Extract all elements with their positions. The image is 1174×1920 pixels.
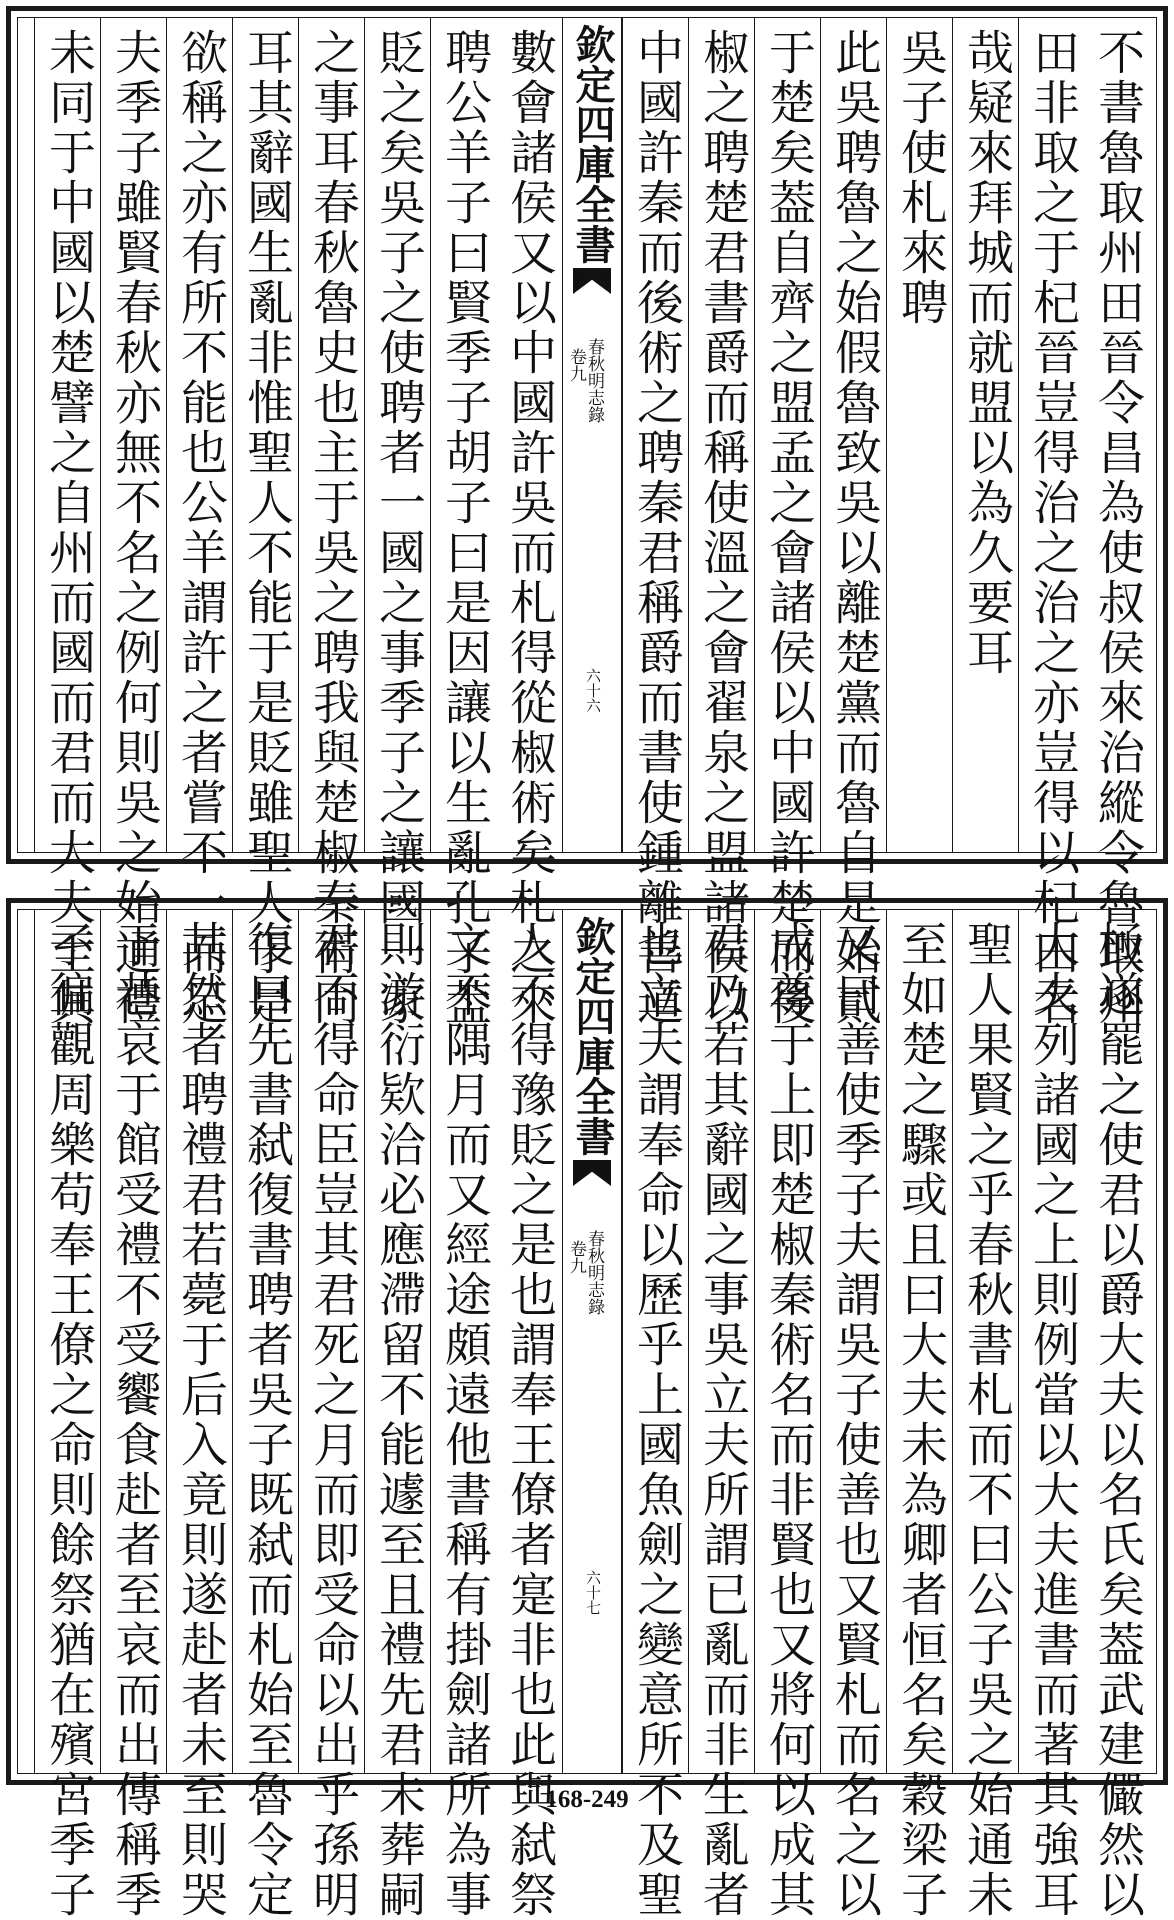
- text-column: 于楚矣葢自齊之盟孟之會諸侯以中國許楚而後: [754, 18, 820, 852]
- fish-tail-mark: [573, 1160, 611, 1186]
- running-title: 欽定四庫全書: [569, 24, 616, 264]
- text-column: 之事耳春秋魯史也主于吳之聘我與楚椒秦術同: [298, 18, 364, 852]
- juan-number: 卷九: [566, 348, 586, 382]
- text-column: 聖人果賢之乎春秋書札而不曰公子吳之始通未: [952, 910, 1018, 1773]
- text-column: 貶之矣吳子之使聘者一國之事季子之讓國一家: [364, 18, 430, 852]
- text-column: 君乃若其辭國之事吳立夫所謂已亂而非生亂者: [688, 910, 754, 1773]
- text-column: 其然者聘禮君若薨于后入竟則遂赴者未至則哭: [166, 910, 232, 1773]
- text-column: 則游衍欵洽必應滯留不能遽至且禮先君未葬嗣: [364, 910, 430, 1773]
- text-column: 復曰先書弑復書聘者吳子既弑而札始至魯令定: [232, 910, 298, 1773]
- text-column: 欲稱之亦有所不能也公羊謂許之者嘗不一而足: [166, 18, 232, 852]
- text-column: 聘公羊子曰賢季子胡子曰是因讓以生亂孔子葢: [430, 18, 496, 852]
- text-column: 椒之聘楚君書爵而稱使溫之會翟泉之盟諸侯以: [688, 18, 754, 852]
- text-column: 此吳聘魯之始假魯致吳以離楚黨而魯自是始貳: [820, 18, 886, 852]
- text-column: 哉疑來拜城而就盟以為久要耳: [952, 18, 1018, 852]
- text-column: 君不得命臣豈其君死之月而即受命以出乎孫明: [298, 910, 364, 1773]
- book-title: 春秋明志錄: [584, 338, 604, 423]
- text-column: 子徧觀周樂苟奉王僚之命則餘祭猶在殯宮季子: [34, 910, 100, 1773]
- running-title: 欽定四庫全書: [569, 916, 616, 1156]
- text-column: 極遂罷之使君以爵大夫以名氏矣葢武建儼然以: [1090, 920, 1145, 1920]
- text-column: 大夫列諸國之上則例當以大夫進書而著其強耳: [1018, 910, 1084, 1773]
- text-column: 文不隅月而又經途頗遠他書稱有掛劍諸所為事: [430, 910, 496, 1773]
- folio-number: 六十七: [584, 1570, 602, 1615]
- text-column: 吳子使札來聘: [886, 18, 952, 852]
- text-column: 田非取之于杞晉豈得治之治之亦豈得以杞田名: [1018, 18, 1084, 852]
- text-column: 于巷哀于館受禮不受饗食赴者至哀而出傳稱季: [100, 910, 166, 1773]
- text-column: 不書魯取州田晉令昌為使叔侯來治縱令魯取州: [1090, 28, 1145, 1028]
- upper-page: [6, 6, 1168, 1028]
- text-column: 成尊于上即楚椒秦術名而非賢也又將何以成其: [754, 910, 820, 1773]
- upper-page-frame: [17, 17, 1157, 1028]
- book-title: 春秋明志錄: [584, 1230, 604, 1315]
- fish-tail-mark: [573, 268, 611, 294]
- text-column: 耳其辭國生亂非惟聖人不能于是貶雖聖人于是: [232, 18, 298, 852]
- text-column: 也立夫謂奉命以歷乎上國魚劍之變意所不及聖: [622, 910, 688, 1773]
- juan-number: 卷九: [566, 1240, 586, 1274]
- folio-number: 六十六: [584, 668, 602, 713]
- text-column: 中國許秦而後術之聘秦君稱爵而書使鍾離善道: [622, 18, 688, 852]
- page-number: 168-249: [545, 1786, 629, 1813]
- text-column: 夫季子雖賢春秋亦無不名之例何則吳之始通禮: [100, 18, 166, 852]
- text-column: 未同于中國以楚譬之自州而國而君而大夫至其: [34, 18, 100, 852]
- center-fold: [562, 18, 622, 852]
- text-column: 至如楚之驟或且曰大夫未為卿者恒名矣穀梁子: [886, 910, 952, 1773]
- text-column: 又曰善使季子夫謂吳子使善也又賢札而名之以: [820, 910, 886, 1773]
- text-column: 人不得豫貶之是也謂奉王僚者寔非也此與弑祭: [502, 920, 557, 1920]
- text-column: 數會諸侯又以中國許吳而札得從椒術矣札之來: [502, 28, 557, 1028]
- center-fold: [562, 910, 622, 1773]
